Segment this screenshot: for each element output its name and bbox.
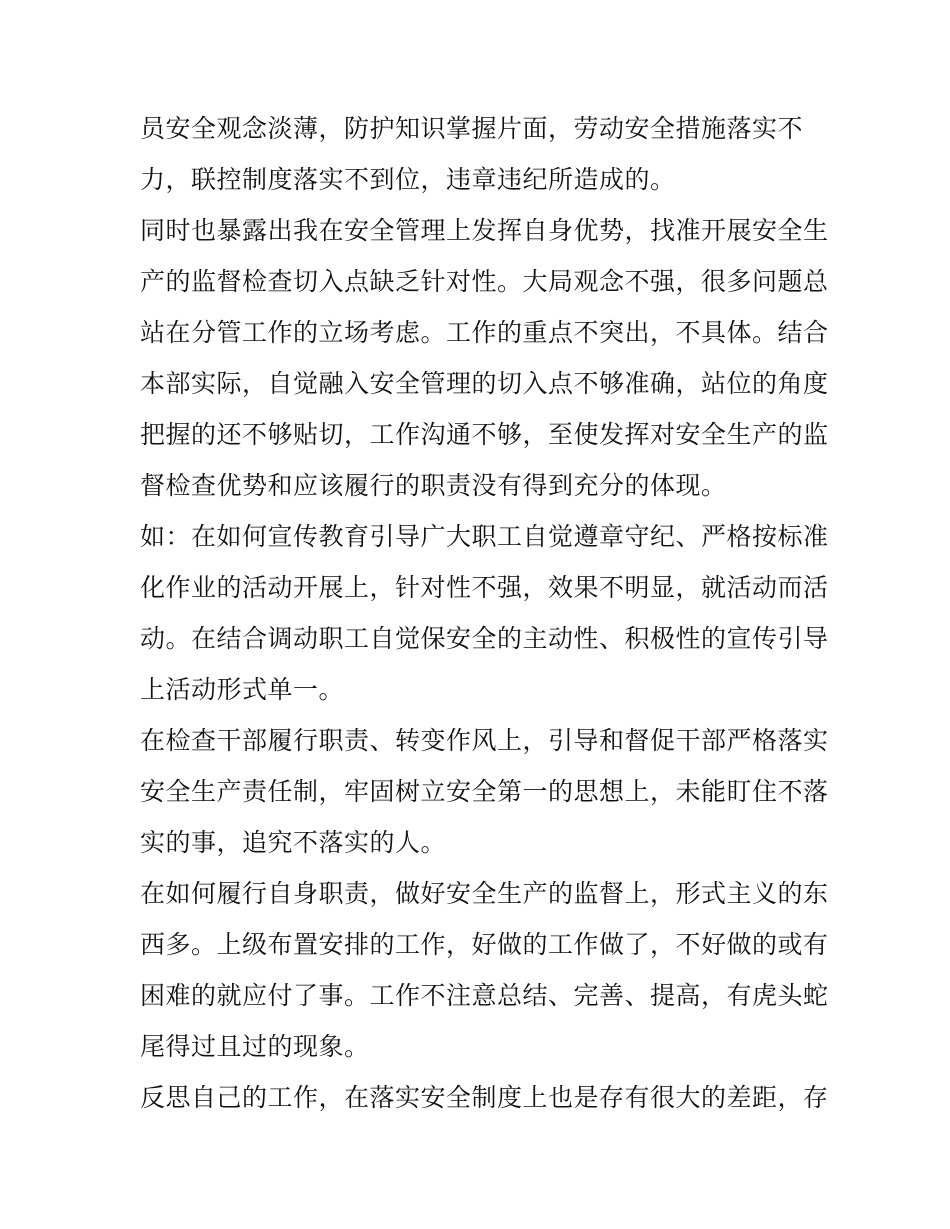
document-body — [140, 103, 829, 1123]
text-line: 本部实际，自觉融入安全管理的切入点不够准确，站位的角度 — [140, 369, 829, 398]
text-line: 如：在如何宣传教育引导广大职工自觉遵章守纪、严格按标准 — [140, 522, 829, 551]
text-line: 站在分管工作的立场考虑。工作的重点不突出，不具体。结合 — [140, 318, 829, 347]
text-line: 困难的就应付了事。工作不注意总结、完善、提高，有虎头蛇 — [140, 981, 829, 1010]
text-line: 实的事，追究不落实的人。 — [140, 828, 447, 857]
text-line: 同时也暴露出我在安全管理上发挥自身优势，找准开展安全生 — [140, 216, 829, 245]
text-line: 力，联控制度落实不到位，违章违纪所造成的。 — [140, 165, 676, 194]
text-line: 员安全观念淡薄，防护知识掌握片面，劳动安全措施落实不 — [140, 114, 804, 143]
text-line: 在检查干部履行职责、转变作风上，引导和督促干部严格落实 — [140, 726, 829, 755]
text-line: 在如何履行自身职责，做好安全生产的监督上，形式主义的东 — [140, 879, 829, 908]
text-line: 督检查优势和应该履行的职责没有得到充分的体现。 — [140, 471, 727, 500]
text-line: 产的监督检查切入点缺乏针对性。大局观念不强，很多问题总 — [140, 267, 829, 296]
text-line: 上活动形式单一。 — [140, 675, 345, 704]
text-line: 反思自己的工作，在落实安全制度上也是存有很大的差距，存 — [140, 1083, 829, 1112]
text-line: 动。在结合调动职工自觉保安全的主动性、积极性的宣传引导 — [140, 624, 829, 653]
text-line: 安全生产责任制，牢固树立安全第一的思想上，未能盯住不落 — [140, 777, 829, 806]
text-line: 把握的还不够贴切，工作沟通不够，至使发挥对安全生产的监 — [140, 420, 829, 449]
text-line: 化作业的活动开展上，针对性不强，效果不明显，就活动而活 — [140, 573, 829, 602]
text-line: 西多。上级布置安排的工作，好做的工作做了，不好做的或有 — [140, 930, 829, 959]
text-line: 尾得过且过的现象。 — [140, 1032, 370, 1061]
